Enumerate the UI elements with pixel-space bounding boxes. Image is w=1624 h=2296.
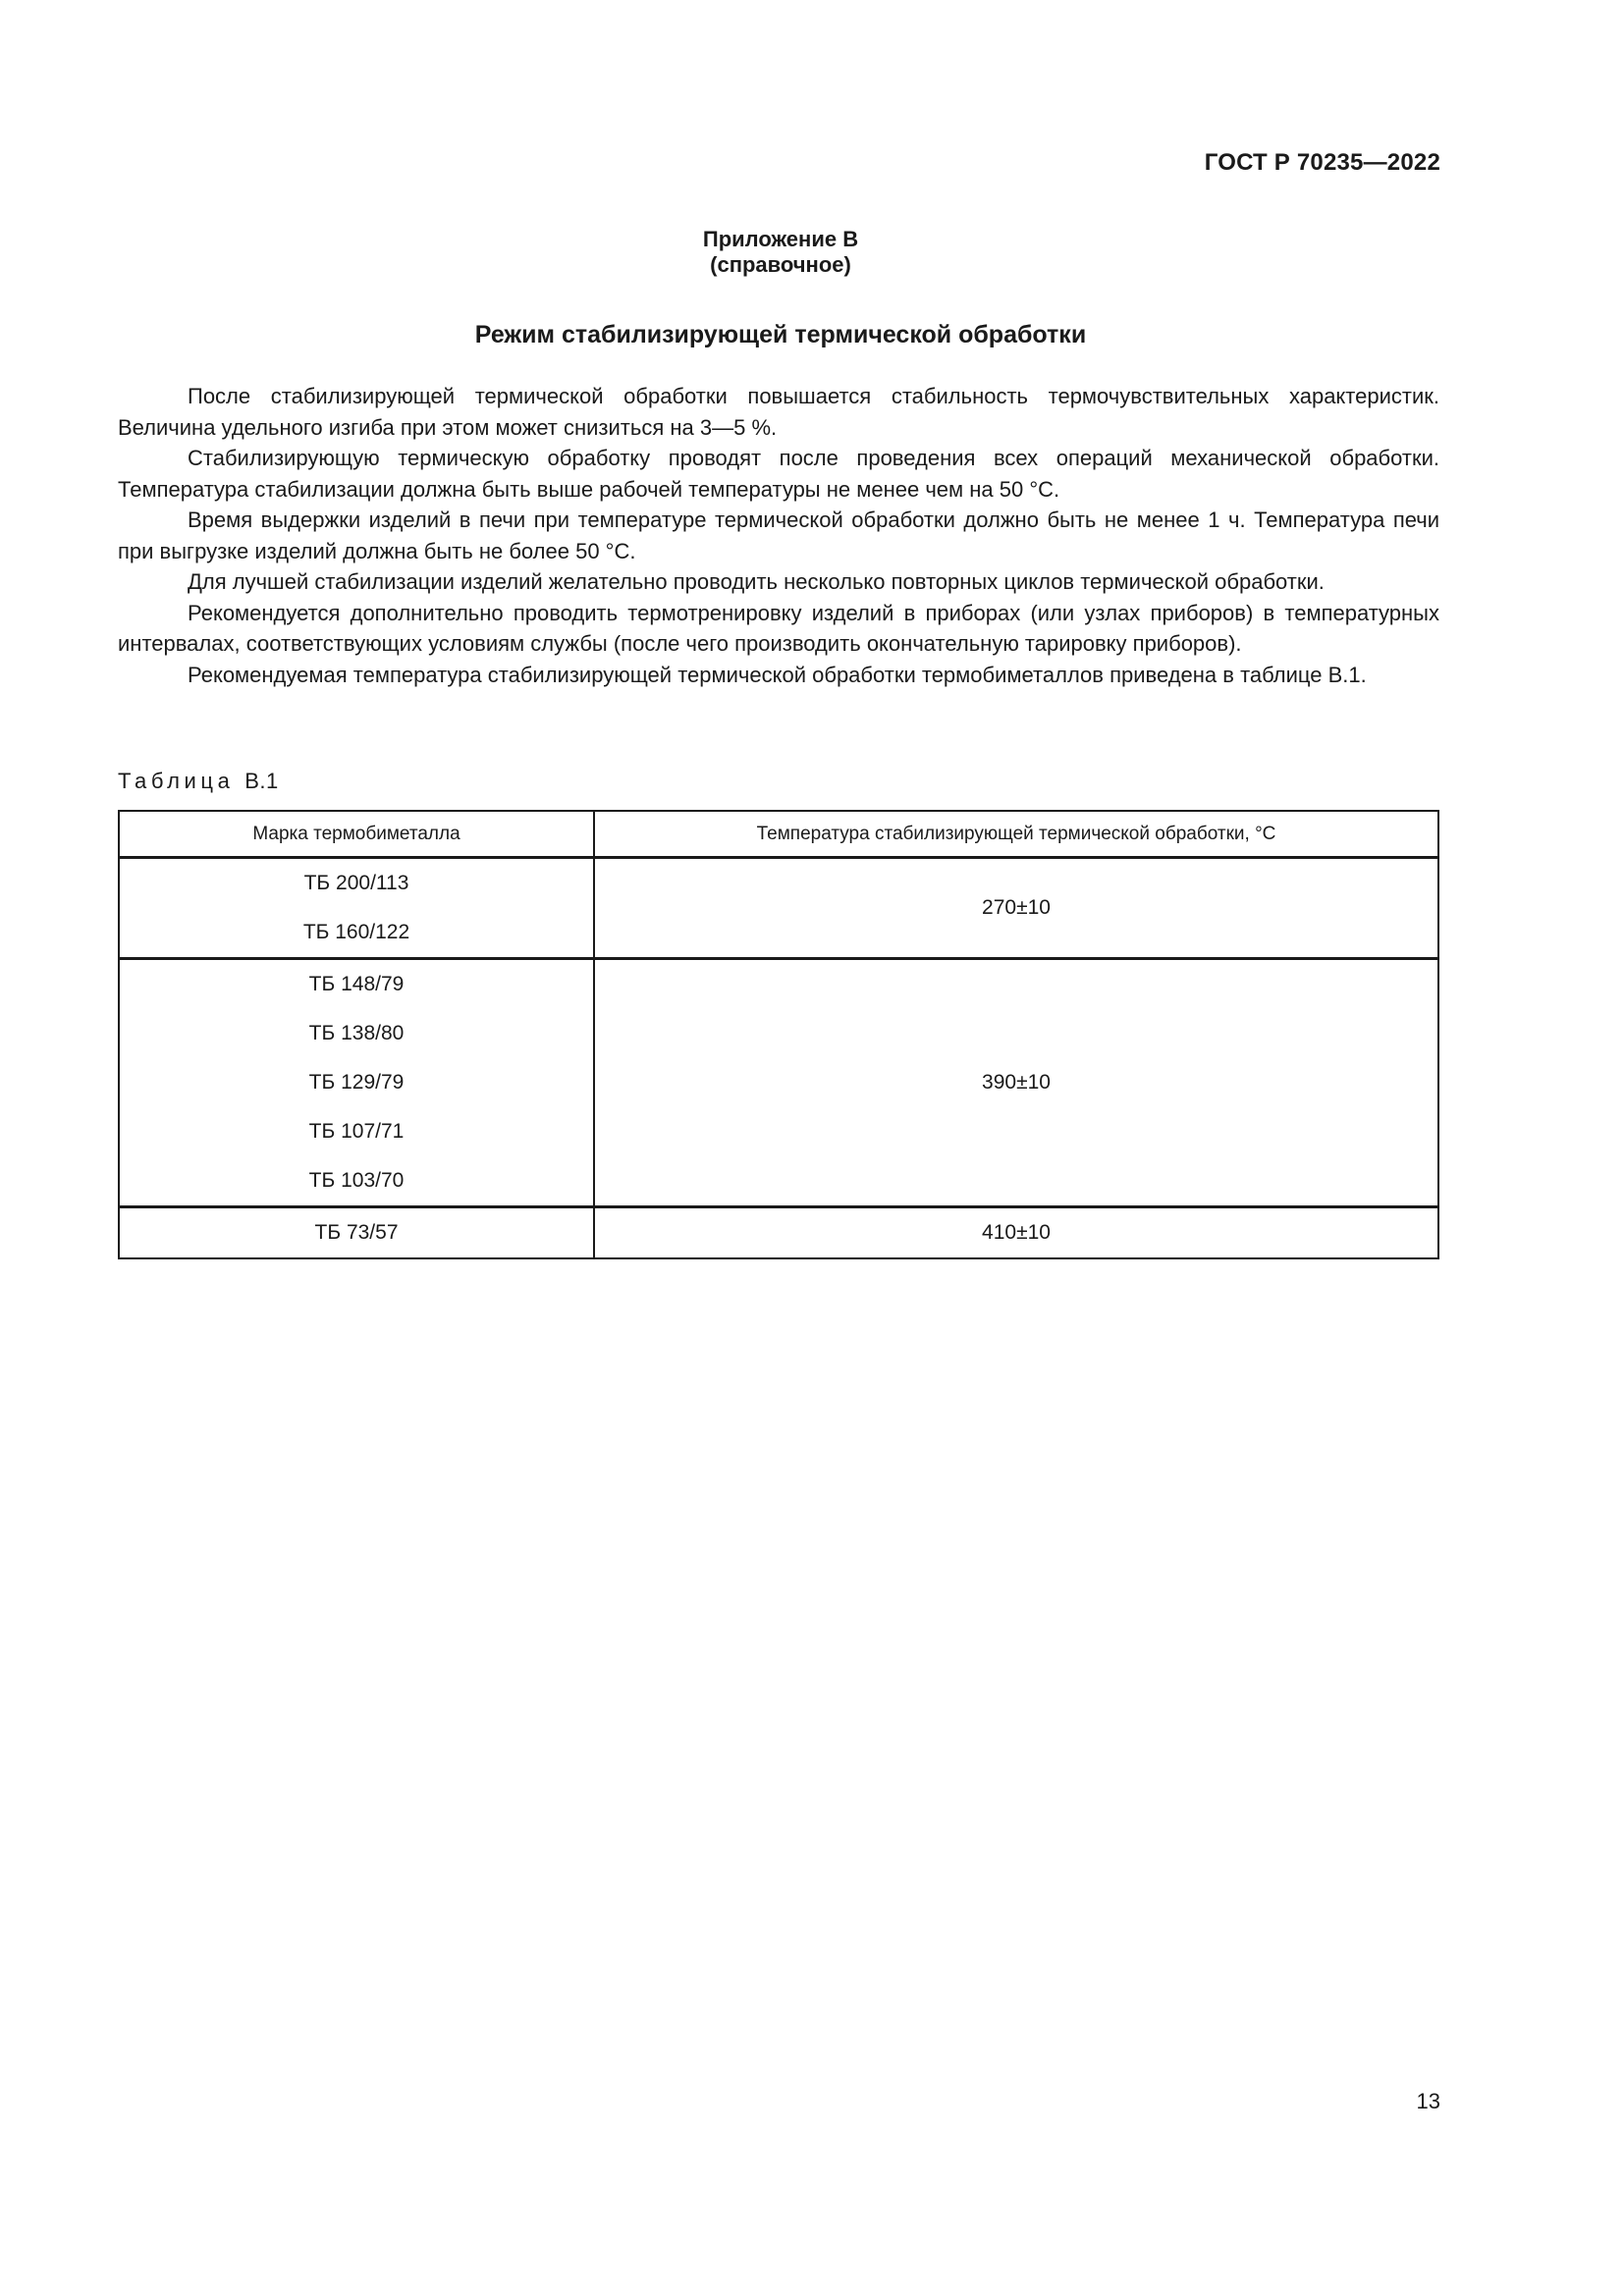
grade-value: ТБ 103/70 [308, 1169, 405, 1192]
annex-title: Приложение В [702, 227, 859, 251]
table-header-row [119, 811, 1438, 858]
paragraph: Время выдержки изделий в печи при температуре термической обработки должно быть не менее 1 ч. Температура печи при выгрузке изделий должна быть не более 50 °С. [118, 507, 1439, 563]
standard-code: ГОСТ Р 70235—2022 [1204, 149, 1440, 176]
grade-value: ТБ 73/57 [314, 1221, 399, 1244]
paragraph: Стабилизирующую термическую обработку проводят после проведения всех операций механической обработки. Температура стабилизации должна быть выше рабочей температуры не менее чем на 50 °С. [118, 446, 1439, 502]
page-number: 13 [1416, 2089, 1440, 2113]
paragraph: Для лучшей стабилизации изделий желательно проводить несколько повторных циклов термической обработки. [188, 569, 1325, 594]
grade-value: ТБ 160/122 [302, 921, 410, 943]
header-temperature: Температура стабилизирующей термической обработки, °С [594, 811, 1438, 858]
grade-cell [119, 1207, 594, 1259]
paragraph: Рекомендуемая температура стабилизирующей термической обработки термобиметаллов приведена в таблице В.1. [188, 662, 1367, 687]
grade-value: ТБ 138/80 [308, 1022, 405, 1044]
header-grade: Марка термобиметалла [119, 811, 594, 858]
section-title: Режим стабилизирующей термической обработки [474, 321, 1087, 348]
grade-cell [119, 959, 594, 1207]
table-row [119, 858, 1438, 959]
table-caption-number: В.1 [244, 769, 279, 793]
body-text [118, 381, 1439, 690]
table-caption-label: Таблица [118, 769, 235, 793]
grade-cell [119, 858, 594, 959]
grade-value: ТБ 107/71 [308, 1120, 405, 1143]
stabilization-table [118, 810, 1439, 1259]
annex-subtitle: (справочное) [710, 252, 851, 277]
temperature-cell: 270±10 [594, 858, 1438, 959]
paragraph: После стабилизирующей термической обработки повышается стабильность термочувствительных характеристик. Величина удельного изгиба при этом может снизиться на 3—5 %. [118, 384, 1439, 440]
grade-value: ТБ 200/113 [303, 872, 409, 894]
grade-value: ТБ 129/79 [308, 1071, 405, 1094]
grade-value: ТБ 148/79 [308, 973, 405, 995]
temperature-cell: 390±10 [594, 959, 1438, 1207]
table-row [119, 1207, 1438, 1259]
table-row [119, 959, 1438, 1207]
table-caption [118, 769, 279, 794]
paragraph: Рекомендуется дополнительно проводить термотренировку изделий в приборах (или узлах приборов) в температурных интервалах, соответствующих условиям службы (после чего производить окончательную тарировку приборов). [118, 600, 1439, 656]
temperature-cell: 410±10 [594, 1207, 1438, 1259]
annex-heading [0, 227, 1561, 278]
